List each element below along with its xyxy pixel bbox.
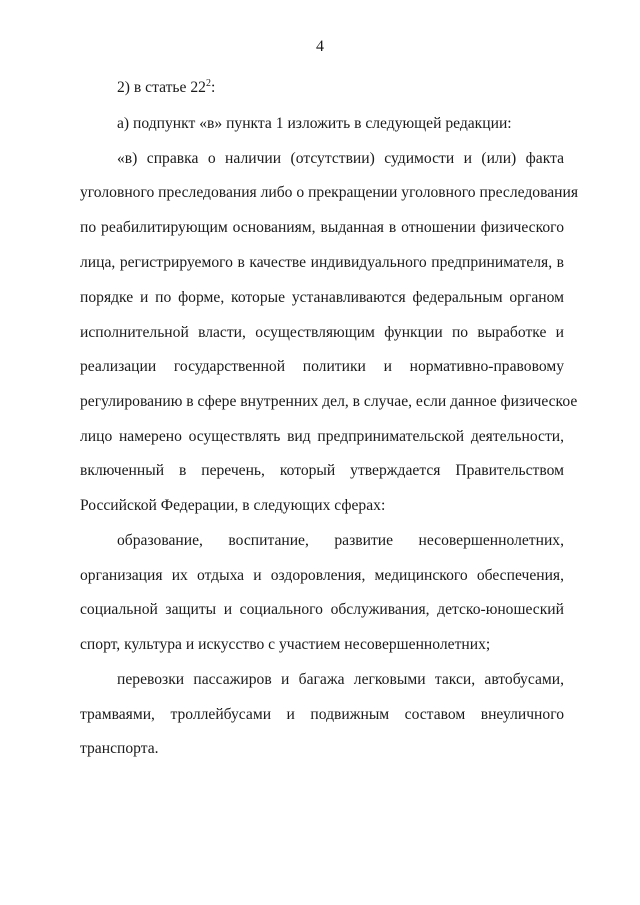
- paragraph-v-line: реализации государственной политики и нормативно-правовому: [80, 358, 564, 375]
- item-heading-superscript: 2: [205, 77, 211, 89]
- paragraph-v-line: по реабилитирующим основаниям, выданная в отношении физического: [80, 219, 564, 236]
- paragraph-transport-line: транспорта.: [80, 740, 159, 757]
- item-heading: [117, 78, 564, 98]
- paragraph-education-line: организация их отдыха и оздоровления, медицинского обеспечения,: [80, 567, 564, 584]
- page-number: 4: [316, 38, 324, 55]
- paragraph-transport-line: перевозки пассажиров и багажа легковыми такси, автобусами,: [117, 671, 564, 688]
- paragraph-v-line: Российской Федерации, в следующих сферах:: [80, 497, 386, 514]
- item-heading-suffix: :: [210, 79, 216, 96]
- paragraph-transport-line: трамваями, троллейбусами и подвижным составом внеуличного: [80, 706, 564, 723]
- paragraph-education-line: социальной защиты и социального обслуживания, детско-юношеский: [80, 601, 564, 618]
- paragraph-education-line: спорт, культура и искусство с участием несовершеннолетних;: [80, 636, 491, 653]
- paragraph-v-line: уголовного преследования либо о прекращении уголовного преследования: [80, 184, 579, 201]
- paragraph-v-line: лицо намерено осуществлять вид предпринимательской деятельности,: [80, 428, 564, 445]
- paragraph-v-line: лица, регистрируемого в качестве индивидуального предпринимателя, в: [80, 254, 564, 271]
- paragraph-education-line: образование, воспитание, развитие несовершеннолетних,: [117, 532, 564, 549]
- paragraph-v-line: включенный в перечень, который утверждается Правительством: [80, 462, 564, 479]
- paragraph-v-line: регулированию в сфере внутренних дел, в случае, если данное физическое: [80, 393, 578, 410]
- paragraph-v-line: порядке и по форме, которые устанавливаются федеральным органом: [80, 289, 564, 306]
- subitem-a: а) подпункт «в» пункта 1 изложить в следующей редакции:: [117, 115, 512, 132]
- paragraph-v-line: исполнительной власти, осуществляющим функции по выработке и: [80, 324, 564, 341]
- item-heading-prefix: 2) в статье 22: [117, 79, 206, 96]
- paragraph-v-line: «в) справка о наличии (отсутствии) судимости и (или) факта: [117, 150, 564, 167]
